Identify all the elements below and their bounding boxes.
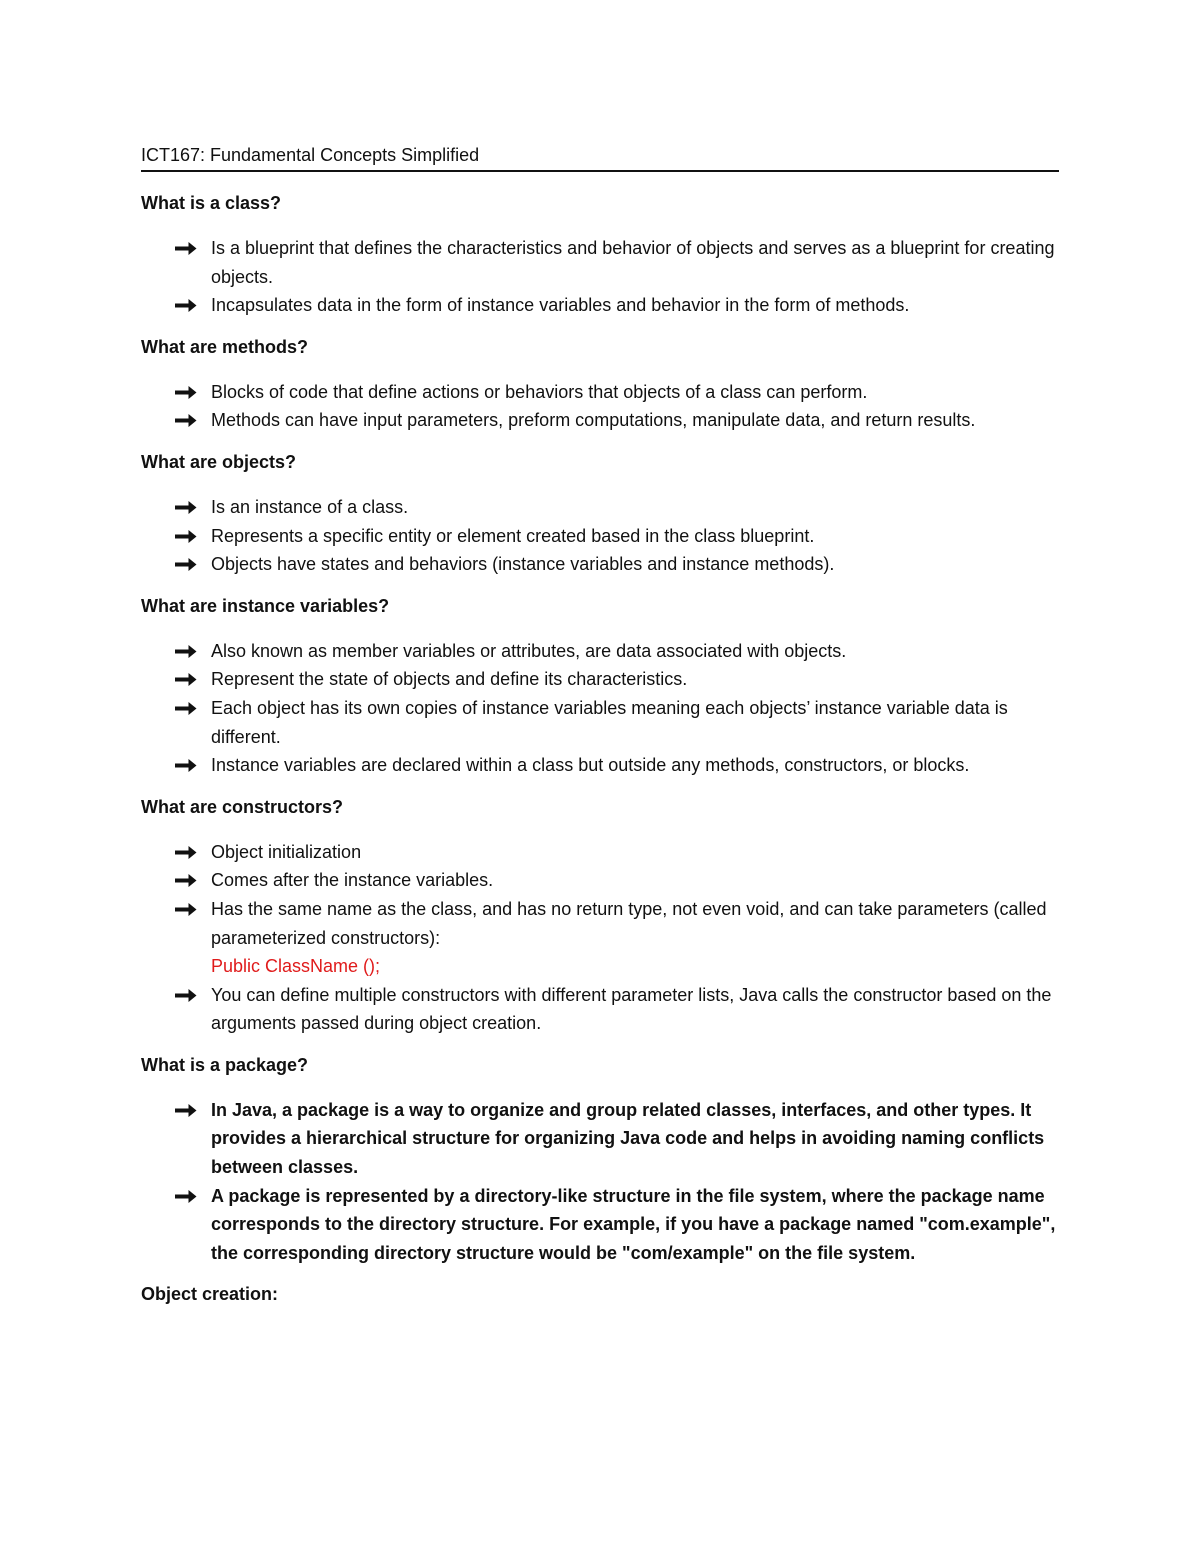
- right-arrow-icon: [173, 751, 199, 779]
- bullet-text: Blocks of code that define actions or behaviors that objects of a class can perform.: [211, 381, 868, 402]
- section-title-class: What is a class?: [141, 193, 282, 213]
- right-arrow-icon: [173, 550, 199, 578]
- bullet-item: [141, 406, 1059, 435]
- bullet-text: Represents a specific entity or element created based in the class blueprint.: [211, 525, 815, 546]
- bullet-list: [141, 378, 1059, 435]
- section-methods: [141, 334, 1059, 435]
- bullet-list: [141, 493, 1059, 579]
- section-title-object-creation: Object creation:: [141, 1284, 279, 1305]
- bullet-list: [141, 637, 1059, 780]
- right-arrow-icon: [173, 665, 199, 693]
- document-header: ICT167: Fundamental Concepts Simplified: [141, 142, 1059, 172]
- bullet-item: [141, 895, 1059, 981]
- bullet-text: Object initialization: [211, 841, 362, 862]
- bullet-text: Is an instance of a class.: [211, 496, 409, 517]
- bullet-text: Comes after the instance variables.: [211, 870, 494, 891]
- bullet-list: [141, 234, 1059, 320]
- bullet-list: [141, 1096, 1059, 1268]
- bullet-text: Also known as member variables or attributes, are data associated with objects.: [211, 640, 847, 661]
- bullet-item: [141, 522, 1059, 551]
- bullet-list: [141, 838, 1059, 1038]
- right-arrow-icon: [173, 522, 199, 550]
- bullet-item: [141, 1096, 1059, 1182]
- right-arrow-icon: [173, 694, 199, 722]
- right-arrow-icon: [173, 838, 199, 866]
- document-page: [141, 142, 1059, 1325]
- section-package: [141, 1052, 1059, 1268]
- bullet-text: Incapsulates data in the form of instance variables and behavior in the form of methods.: [211, 295, 910, 316]
- bullet-text: You can define multiple constructors with different parameter lists, Java calls the constructor based on the arguments passed during object creation.: [211, 984, 1052, 1034]
- bullet-item: [141, 665, 1059, 694]
- bullet-item: [141, 550, 1059, 579]
- section-constructors: [141, 794, 1059, 1038]
- bullet-text: Instance variables are declared within a class but outside any methods, constructors, or blocks.: [211, 755, 970, 776]
- bullet-text: Methods can have input parameters, preform computations, manipulate data, and return results.: [211, 410, 976, 431]
- bullet-text: Has the same name as the class, and has no return type, not even void, and can take parameters (called parameterized constructors):: [211, 898, 1047, 948]
- bullet-item: [141, 234, 1059, 291]
- section-class: [141, 190, 1059, 320]
- right-arrow-icon: [173, 981, 199, 1009]
- bullet-text: Represent the state of objects and define its characteristics.: [211, 669, 688, 690]
- bullet-item: [141, 378, 1059, 407]
- bullet-item: [141, 866, 1059, 895]
- section-instance-variables: [141, 593, 1059, 780]
- bullet-text: Each object has its own copies of instance variables meaning each objects’ instance variable data is different.: [211, 697, 1008, 747]
- code-example: Public ClassName ();: [211, 956, 381, 977]
- bullet-text: Objects have states and behaviors (instance variables and instance methods).: [211, 554, 835, 575]
- bullet-item: [141, 838, 1059, 867]
- bullet-item: [141, 981, 1059, 1038]
- section-title-instance-variables: What are instance variables?: [141, 595, 390, 616]
- right-arrow-icon: [173, 1182, 199, 1210]
- right-arrow-icon: [173, 1096, 199, 1124]
- bullet-text: Is a blueprint that defines the characteristics and behavior of objects and serves as a blueprint for creating objects.: [211, 238, 1055, 287]
- right-arrow-icon: [173, 866, 199, 894]
- section-title-objects: What are objects?: [141, 451, 297, 472]
- right-arrow-icon: [173, 406, 199, 434]
- right-arrow-icon: [173, 895, 199, 923]
- right-arrow-icon: [173, 637, 199, 665]
- right-arrow-icon: [173, 493, 199, 521]
- bullet-item: [141, 291, 1059, 320]
- section-objects: [141, 449, 1059, 579]
- section-title-package: What is a package?: [141, 1054, 309, 1075]
- section-title-constructors: What are constructors?: [141, 796, 344, 817]
- right-arrow-icon: [173, 234, 199, 262]
- bullet-text: A package is represented by a directory-like structure in the file system, where the package name corresponds to the directory structure. For example, if you have a package named "com.example", the corresponding directory structure would be "com/example" on the file system.: [211, 1185, 1056, 1263]
- bullet-item: [141, 637, 1059, 666]
- bullet-item: [141, 694, 1059, 751]
- section-object-creation: [141, 1281, 1059, 1307]
- right-arrow-icon: [173, 291, 199, 319]
- bullet-item: [141, 493, 1059, 522]
- bullet-text: In Java, a package is a way to organize and group related classes, interfaces, and other types. It provides a hierarchical structure for organizing Java code and helps in avoiding naming conflicts between classes.: [211, 1099, 1045, 1178]
- right-arrow-icon: [173, 378, 199, 406]
- bullet-item: [141, 751, 1059, 780]
- section-title-methods: What are methods?: [141, 336, 309, 357]
- bullet-item: [141, 1182, 1059, 1268]
